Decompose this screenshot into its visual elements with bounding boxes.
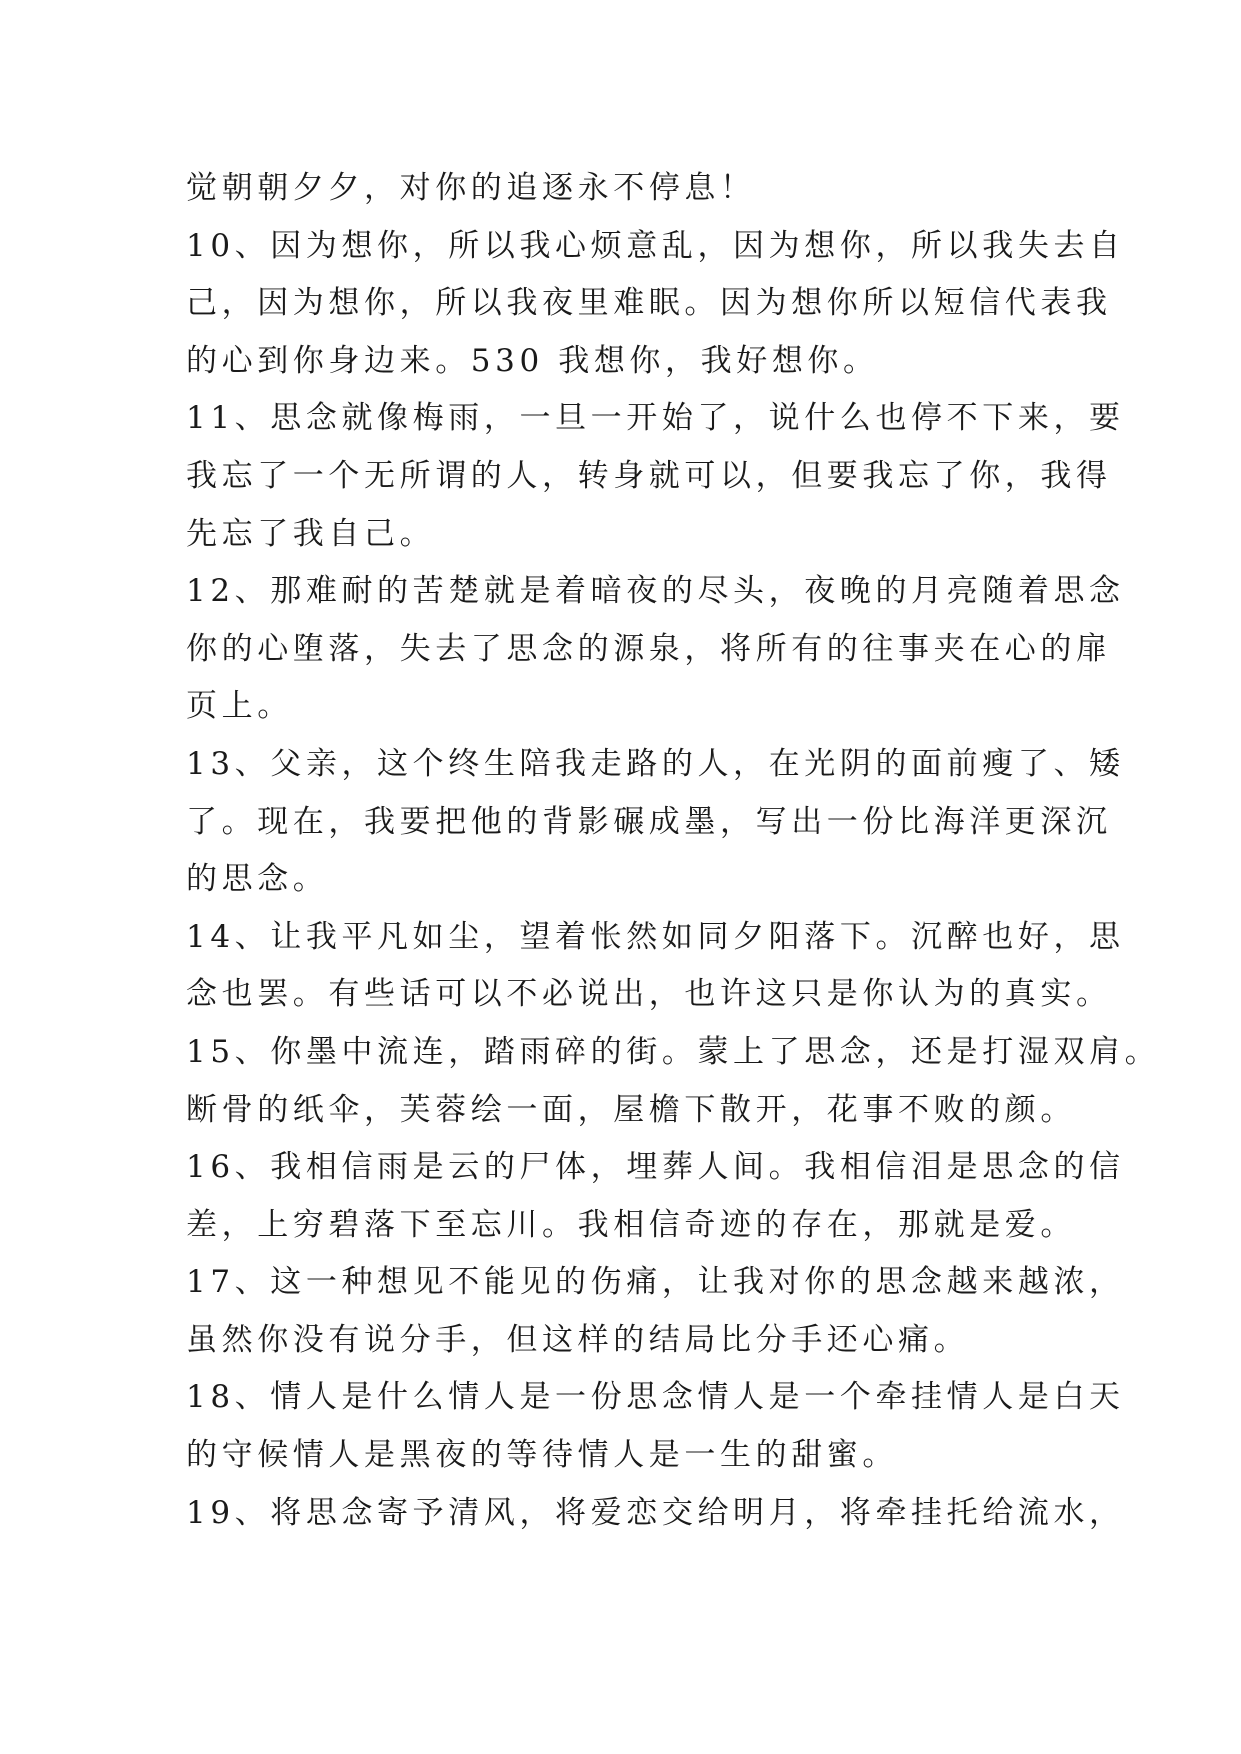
text-line: 虽然你没有说分手，但这样的结局比分手还心痛。 — [186, 1321, 970, 1358]
text-line: 己，因为想你，所以我夜里难眠。因为想你所以短信代表我 — [186, 285, 1112, 322]
text-line: 14、让我平凡如尘，望着怅然如同夕阳落下。沉醉也好，思 — [186, 918, 1125, 955]
text-line: 16、我相信雨是云的尸体，埋葬人间。我相信泪是思念的信 — [186, 1149, 1125, 1186]
text-line: 我忘了一个无所谓的人，转身就可以，但要我忘了你，我得 — [186, 457, 1112, 494]
text-line: 的守候情人是黑夜的等待情人是一生的甜蜜。 — [186, 1437, 898, 1474]
text-line: 差，上穷碧落下至忘川。我相信奇迹的存在，那就是爱。 — [186, 1206, 1076, 1243]
text-line: 13、父亲，这个终生陪我走路的人，在光阴的面前瘦了、矮 — [186, 745, 1125, 782]
text-line: 12、那难耐的苦楚就是着暗夜的尽头，夜晚的月亮随着思念 — [186, 573, 1125, 610]
text-line: 的思念。 — [186, 861, 329, 898]
text-line: 18、情人是什么情人是一份思念情人是一个牵挂情人是白天 — [186, 1379, 1125, 1416]
text-line: 你的心堕落，失去了思念的源泉，将所有的往事夹在心的扉 — [186, 630, 1112, 667]
text-line: 了。现在，我要把他的背影碾成墨，写出一份比海洋更深沉 — [186, 803, 1112, 840]
text-line: 页上。 — [186, 688, 293, 725]
text-line: 断骨的纸伞，芙蓉绘一面，屋檐下散开，花事不败的颜。 — [186, 1091, 1076, 1128]
text-line: 15、你墨中流连，踏雨碎的街。蒙上了思念，还是打湿双肩。 — [186, 1033, 1161, 1070]
text-line: 11、思念就像梅雨，一旦一开始了，说什么也停不下来，要 — [186, 400, 1125, 437]
text-line: 19、将思念寄予清风，将爱恋交给明月，将牵挂托给流水， — [186, 1494, 1125, 1531]
text-line: 17、这一种想见不能见的伤痛，让我对你的思念越来越浓， — [186, 1264, 1125, 1301]
text-line: 10、因为想你，所以我心烦意乱，因为想你，所以我失去自 — [186, 227, 1125, 264]
text-line: 念也罢。有些话可以不必说出，也许这只是你认为的真实。 — [186, 976, 1112, 1013]
text-line: 觉朝朝夕夕，对你的追逐永不停息！ — [186, 170, 756, 206]
document-body — [186, 160, 1161, 1542]
text-line: 先忘了我自己。 — [186, 515, 436, 552]
text-line: 的心到你身边来。530 我想你，我好想你。 — [186, 342, 879, 379]
